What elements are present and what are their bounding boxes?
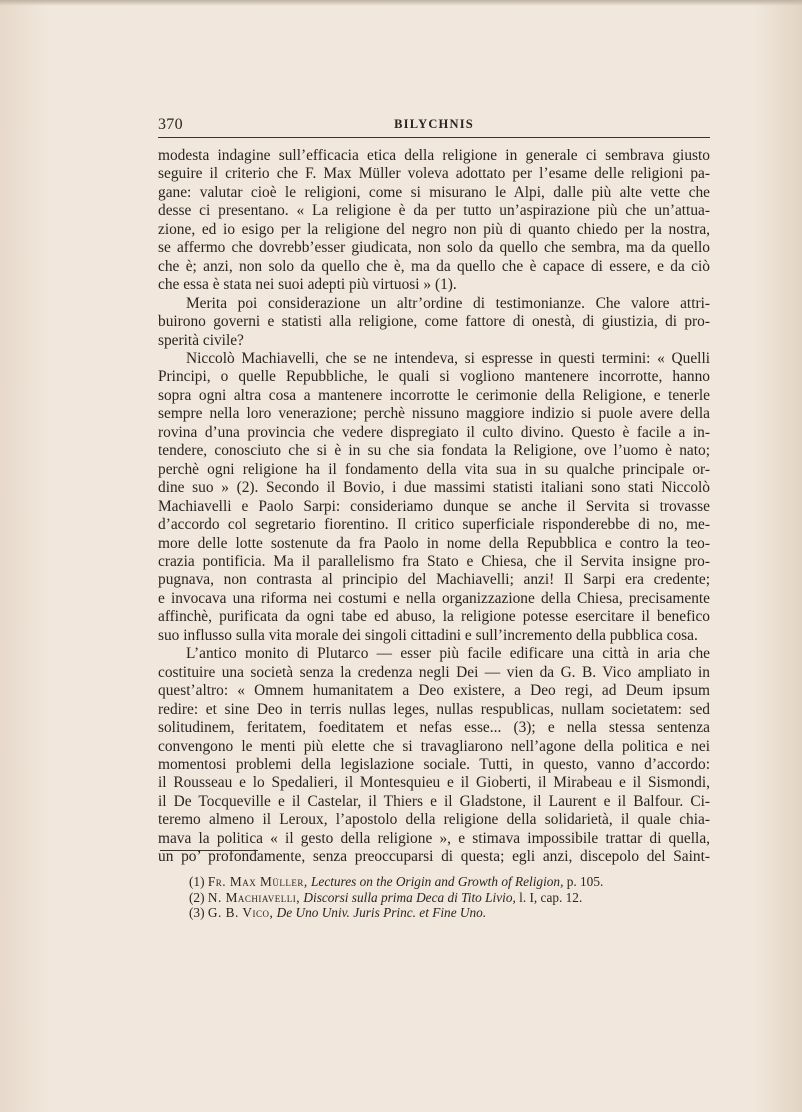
text-line: sperità civile? — [158, 331, 244, 349]
running-head: BILYCHNIS — [394, 117, 474, 131]
page-top-edge — [0, 0, 802, 6]
text-line: momentosi problemi della legislazione sociale. Tutti, in questo, vanno d’accordo: — [158, 755, 710, 773]
footnote-title: De Uno Univ. Juris Princ. et Fine Uno. — [276, 905, 487, 920]
text-line: dine suo » (2). Secondo il Bovio, i due massimi statisti italiani sono stati Niccolò — [158, 479, 710, 497]
text-line: il De Tocqueville e il Castelar, il Thiers e il Gladstone, il Laurent e il Balfour. Ci- — [158, 792, 710, 810]
footnote-rule — [160, 850, 258, 851]
footnote-marker: (3) — [189, 905, 205, 920]
text-line: pugnava, non contrasta al principio del Machiavelli; anzi! Il Sarpi era credente; — [158, 571, 710, 589]
text-line: d’accordo col segretario fiorentino. Il critico superficiale risponderebbe di no, me- — [158, 516, 710, 534]
body-text — [158, 147, 710, 867]
header-rule — [158, 137, 710, 138]
text-line: sopra ogni altra cosa a mantenere incorrotte le cerimonie della Religione, e tenerle — [158, 386, 710, 404]
footnote-3 — [189, 905, 709, 921]
text-line: suo influsso sulla vita morale dei singoli cittadini e sull’incremento della pubblica cosa. — [158, 626, 698, 644]
text-line: il Rousseau e lo Spedalieri, il Montesquieu e il Gioberti, il Mirabeau e il Sismondi, — [158, 774, 710, 792]
text-line: teremo almeno il Leroux, l’apostolo della religione della solidarietà, il quale chia- — [158, 811, 710, 829]
text-line: desse ci presentano. « La religione è da per tutto un’aspirazione più che un’attua- — [158, 202, 710, 220]
text-line: se affermo che dovrebb’esser giudicata, non solo da quello che sembra, ma da quello — [158, 239, 710, 257]
footnote-title: Lectures on the Origin and Growth of Religion, — [311, 874, 564, 889]
page-number: 370 — [158, 116, 183, 133]
text-line: Machiavelli e Paolo Sarpi: consideriamo dunque se anche il Servita si trovasse — [158, 497, 710, 515]
text-line: mava la politica « il gesto della religione », e stimava impossibile trattar di quella, — [158, 829, 710, 847]
text-line: buirono governi e statisti alla religione, come fattore di onestà, di giustizia, di pro- — [158, 313, 710, 331]
footnote-2 — [189, 890, 709, 906]
text-line: convengono le menti più elette che si travagliarono nell’agone della politica e nei — [158, 737, 710, 755]
footnote-title: Discorsi sulla prima Deca di Tito Livio, — [303, 889, 516, 905]
footnote-author: N. Machiavelli, — [207, 889, 301, 905]
text-line: affinchè, purificata da ogni tabe ed abuso, la religione potesse esercitare il benefico — [158, 608, 710, 626]
text-line: un po’ profondamente, senza preoccuparsi di questa; egli anzi, discepolo del Saint- — [158, 848, 710, 866]
text-line: che è; anzi, non solo da quello che è, ma da quello che è capace di essere, e da ciò — [158, 257, 710, 275]
footnote-marker: (2) — [189, 889, 205, 905]
text-line: Merita poi considerazione un altr’ordine di testimonianze. Che valore attri- — [186, 294, 710, 312]
text-line: redire: et sine Deo in terris nullas leges, nullas respublicas, nullam societatem: sed — [158, 700, 710, 718]
text-line: sempre nella loro venerazione; perchè nissuno maggiore indizio si puole avere della — [158, 405, 710, 423]
text-line: quest’altro: « Omnem humanitatem a Deo existere, a Deo regi, ad Deum ipsum — [158, 682, 710, 700]
page-header — [158, 116, 710, 138]
text-line: gane: valutar cioè le religioni, come si misurano le Alpi, dalle più alte vette che — [158, 183, 710, 201]
footnotes — [189, 874, 709, 921]
text-line: Principi, o quelle Repubbliche, le quali si vogliono mantenere incorrotte, hanno — [158, 368, 710, 386]
text-line: Niccolò Machiavelli, che se ne intendeva, si espresse in questi termini: « Quelli — [186, 349, 710, 367]
text-line: che essa è stata nei suoi adepti più virtuosi » (1). — [158, 276, 457, 294]
text-line: costituire una società senza la credenza negli Dei — vien da G. B. Vico ampliato in — [158, 663, 710, 681]
text-line: seguire il criterio che F. Max Müller voleva adottato per l’esame delle religioni pa- — [158, 165, 710, 183]
text-line: zione, ed io esigo per la religione del negro non più di quanto chiedo per la nostra, — [158, 220, 710, 238]
text-line: perchè ogni religione ha il fondamento della vita sua in su qualche principale or- — [158, 460, 710, 478]
footnote-author: G. B. Vico, — [207, 905, 274, 920]
footnote-author: Fr. Max Müller, — [207, 874, 308, 889]
footnote-reference: l. I, cap. 12. — [519, 889, 583, 905]
text-line: rovina d’una provincia che vedere dispregiato il culto divino. Questo è facile a in- — [158, 423, 710, 441]
footnote-reference: p. 105. — [566, 874, 604, 889]
footnote-marker: (1) — [189, 874, 205, 889]
footnote-1 — [189, 874, 709, 890]
text-line: e invocava una riforma nei costumi e nella organizzazione della Chiesa, precisamente — [158, 589, 710, 607]
text-line: modesta indagine sull’efficacia etica della religione in generale ci sembrava giusto — [158, 147, 710, 164]
text-line: solitudinem, feritatem, foeditatem et nefas esse... (3); e nella stessa sentenza — [158, 719, 710, 737]
text-line: more delle lotte sostenute da fra Paolo in nome della Repubblica e contro la teo- — [158, 534, 710, 552]
text-line: L’antico monito di Plutarco — esser più facile edificare una città in aria che — [186, 645, 710, 663]
text-line: tendere, conosciuto che si è in su che sia fondata la Religione, ove l’uomo è nato; — [158, 442, 710, 460]
text-line: crazia pontificia. Ma il parallelismo fra Stato e Chiesa, che il Servita insigne pro- — [158, 552, 710, 570]
